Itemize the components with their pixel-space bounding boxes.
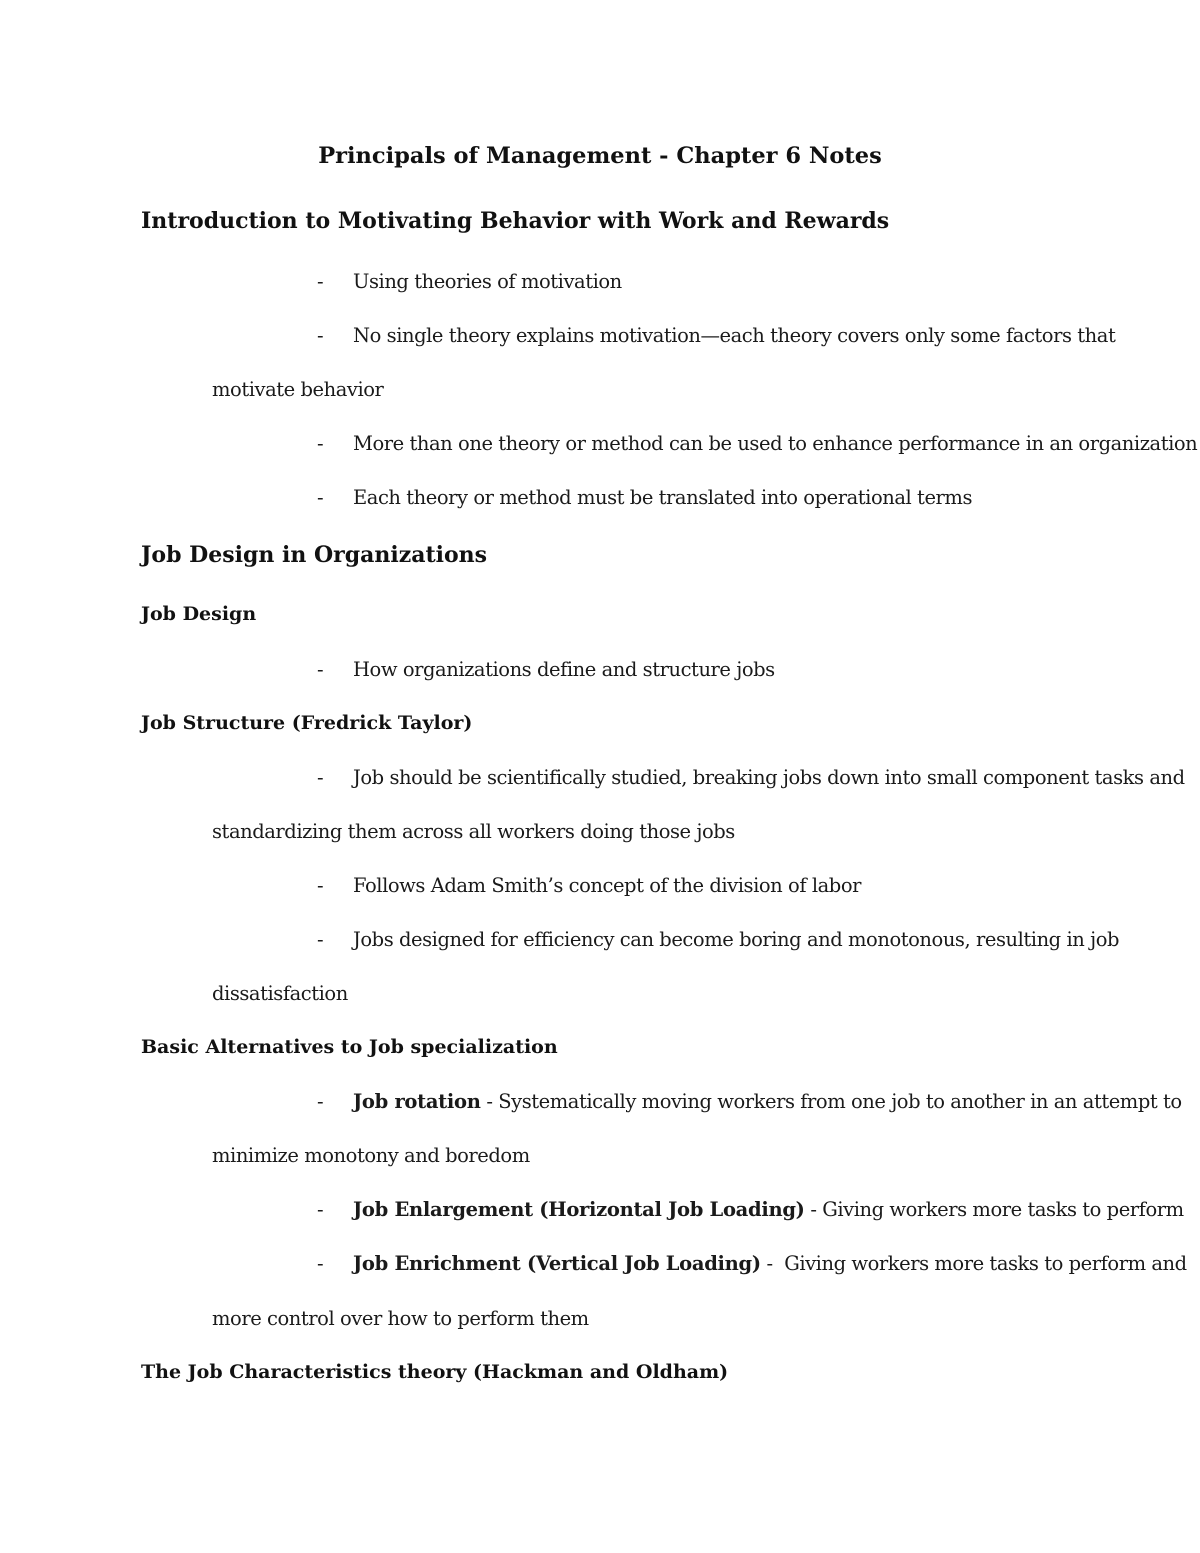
bullet-dash: -	[317, 270, 324, 293]
list-item-text	[353, 1200, 1184, 1220]
term-separator: -	[804, 1198, 823, 1221]
term-job-enrichment: Job Enrichment (Vertical Job Loading)	[353, 1252, 761, 1275]
term-job-rotation: Job rotation	[353, 1090, 481, 1113]
list-item-text: Follows Adam Smith’s concept of the division of labor	[353, 874, 861, 897]
term-definition: Systematically moving workers from one job to another in an attempt to	[498, 1090, 1182, 1113]
list-item-continuation: minimize monotony and boredom	[212, 1144, 530, 1167]
list-item-text	[353, 1092, 1182, 1112]
bullet-dash: -	[317, 1198, 324, 1221]
term-job-enlargement: Job Enlargement (Horizontal Job Loading)	[353, 1198, 805, 1221]
list-item-text: How organizations define and structure jobs	[353, 658, 775, 681]
section-heading-motivation: Introduction to Motivating Behavior with Work and Rewards	[141, 208, 890, 234]
bullet-dash: -	[317, 432, 324, 455]
bullet-dash: -	[317, 766, 324, 789]
list-item-text: More than one theory or method can be used to enhance performance in an organization	[353, 432, 1198, 455]
section-heading-job-design-in-organizations: Job Design in Organizations	[141, 542, 488, 568]
list-item-text	[353, 1254, 1187, 1274]
term-separator: -	[760, 1252, 785, 1275]
bullet-dash: -	[317, 1090, 324, 1113]
subheading-job-characteristics: The Job Characteristics theory (Hackman and Oldham)	[141, 1361, 729, 1383]
list-item-text: No single theory explains motivation—each theory covers only some factors that	[353, 324, 1116, 347]
list-item-text: Each theory or method must be translated into operational terms	[353, 486, 972, 509]
list-item-text: Jobs designed for efficiency can become boring and monotonous, resulting in job	[353, 928, 1120, 951]
bullet-dash: -	[317, 874, 324, 897]
list-item-text: Using theories of motivation	[353, 270, 622, 293]
list-item-continuation: standardizing them across all workers doing those jobs	[212, 820, 735, 843]
list-item-continuation: dissatisfaction	[212, 982, 348, 1005]
term-definition: Giving workers more tasks to perform	[822, 1198, 1184, 1221]
document-title: Principals of Management - Chapter 6 Notes	[318, 143, 882, 169]
term-definition: Giving workers more tasks to perform and	[784, 1252, 1187, 1275]
subheading-basic-alternatives: Basic Alternatives to Job specialization	[141, 1036, 558, 1058]
bullet-dash: -	[317, 658, 324, 681]
bullet-dash: -	[317, 928, 324, 951]
subheading-job-design: Job Design	[141, 603, 257, 625]
bullet-dash: -	[317, 1252, 324, 1275]
list-item-text: Job should be scientifically studied, breaking jobs down into small component tasks and	[353, 766, 1185, 789]
term-separator: -	[480, 1090, 499, 1113]
bullet-dash: -	[317, 324, 324, 347]
subheading-job-structure: Job Structure (Fredrick Taylor)	[141, 712, 473, 734]
list-item-continuation: more control over how to perform them	[212, 1307, 589, 1330]
bullet-dash: -	[317, 486, 324, 509]
list-item-continuation: motivate behavior	[212, 378, 384, 401]
